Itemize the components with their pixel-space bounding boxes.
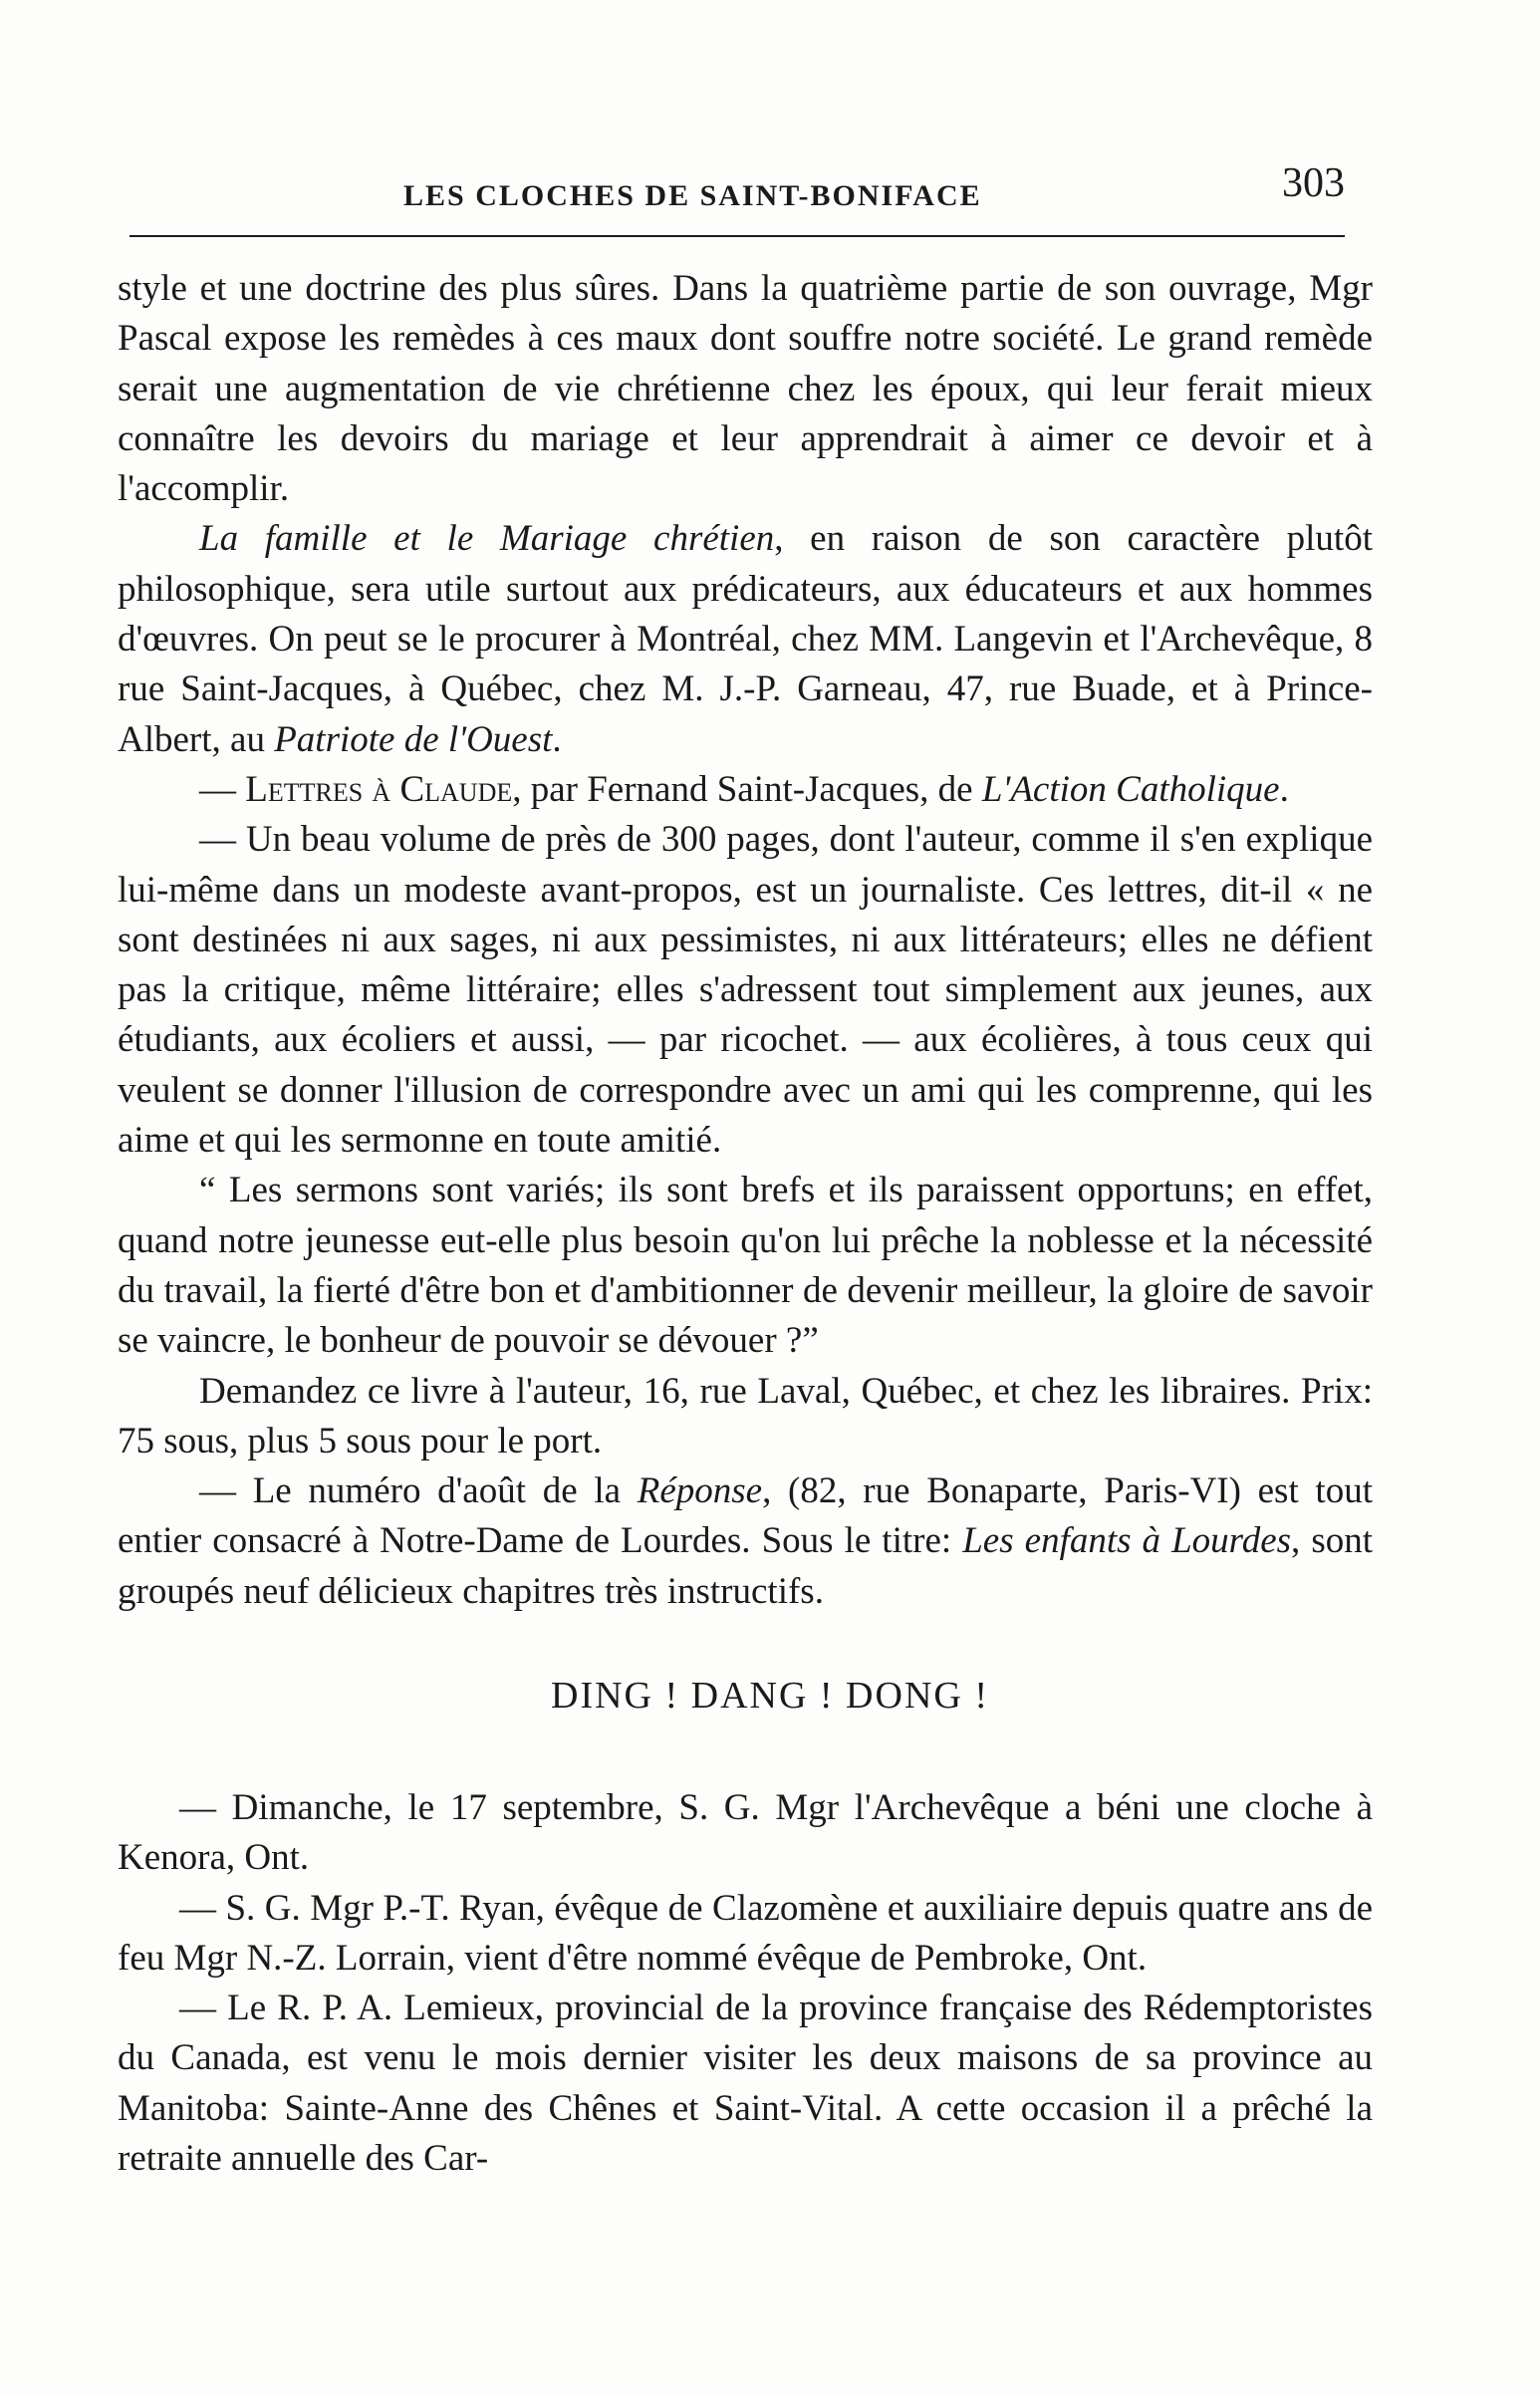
letters-publication: L'Action Catholique <box>981 768 1280 810</box>
section-title: DING ! DANG ! DONG ! <box>551 1675 989 1717</box>
page-number: 303 <box>1282 160 1345 206</box>
letters-description-paragraph: — Un beau volume de près de 300 pages, dont l'auteur, comme il s'en explique lui-même dans un modeste avant-propos, est un journaliste. Ces lettres, dit-il « ne sont destinées ni aux sages, ni aux pessimistes, ni aux littérateurs; elles ne défient pas la critique, même littéraire; elles s'adressent tout simplement aux jeunes, aux étudiants, aux écoliers et aussi, — par ricochet. — aux écolières, à tous ceux qui veulent se donner l'illusion de correspondre avec un ami qui les comprenne, qui les aime et qui les sermonne en toute amitié. <box>118 819 1373 1162</box>
book-review-paragraph <box>118 514 1373 764</box>
main-text <box>118 264 1373 1617</box>
reponse-title: Réponse <box>637 1470 763 1512</box>
reponse-paragraph <box>118 1466 1373 1617</box>
reponse-subtitle: Les enfants à Lourdes <box>962 1520 1292 1562</box>
reponse-text-middle: , (82, rue Bonaparte, Paris-VI) est tout entier consacré à Notre-Dame de Lourdes. Sous le titre: <box>118 1470 1373 1562</box>
letters-title: Lettres à Claude <box>245 768 513 810</box>
news-item: — Le R. P. A. Lemieux, provincial de la province française des Rédemptoristes du Canada, est venu le mois dernier visiter les deux maisons de sa province au Manitoba: Sainte-Anne des Chênes et Saint-Vital. A cette occasion il a prêché la retraite annuelle des Car- <box>118 1988 1373 2180</box>
book-review-text: , en raison de son caractère plutôt philosophique, sera utile surtout aux prédicateurs, aux éducateurs et aux hommes d'œuvres. On peut se le procurer à Montréal, chez MM. Langevin et l'Archevêque, 8 rue Saint-Jacques, à Québec, chez M. J.-P. Garneau, 47, rue Buade, et à Prince-Albert, au <box>118 518 1373 760</box>
letters-heading-paragraph <box>118 765 1373 815</box>
news-item: — Dimanche, le 17 septembre, S. G. Mgr l'Archevêque a béni une cloche à Kenora, Ont. <box>118 1787 1373 1879</box>
page-header <box>129 159 1345 239</box>
news-section <box>118 1783 1373 2184</box>
reponse-text-end: , sont groupés neuf délicieux chapitres très instructifs. <box>118 1520 1373 1612</box>
sermons-quote-paragraph: “ Les sermons sont variés; ils sont brefs et ils paraissent opportuns; en effet, quand notre jeunesse eut-elle plus besoin qu'on lui prêche la noblesse et la nécessité du travail, la fierté d'être bon et d'ambitionner de devenir meilleur, la gloire de savoir se vaincre, le bonheur de pouvoir se dévouer ?” <box>118 1170 1373 1362</box>
letters-dash: — <box>199 768 246 810</box>
book-title: La famille et le Mariage chrétien <box>199 518 775 560</box>
book-review-end: . <box>552 718 562 760</box>
order-info-paragraph: Demandez ce livre à l'auteur, 16, rue Laval, Québec, et chez les libraires. Prix: 75 sous, plus 5 sous pour le port. <box>118 1370 1373 1462</box>
header-rule <box>129 235 1345 237</box>
patrie-title: Patriote de l'Ouest <box>274 718 553 760</box>
running-title: LES CLOCHES DE SAINT-BONIFACE <box>403 179 982 212</box>
letters-author: , par Fernand Saint-Jacques, de <box>512 768 982 810</box>
news-item: — S. G. Mgr P.-T. Ryan, évêque de Clazomène et auxiliaire depuis quatre ans de feu Mgr N.-Z. Lorrain, vient d'être nommé évêque de Pembroke, Ont. <box>118 1887 1373 1979</box>
letters-end: . <box>1279 768 1289 810</box>
reponse-text-start: — Le numéro d'août de la <box>199 1470 638 1512</box>
continuation-paragraph: style et une doctrine des plus sûres. Dans la quatrième partie de son ouvrage, Mgr Pascal expose les remèdes à ces maux dont souffre notre société. Le grand remède serait une augmentation de vie chrétienne chez les époux, qui leur ferait mieux connaître les devoirs du mariage et leur apprendrait à aimer ce devoir et à l'accomplir. <box>118 268 1373 510</box>
